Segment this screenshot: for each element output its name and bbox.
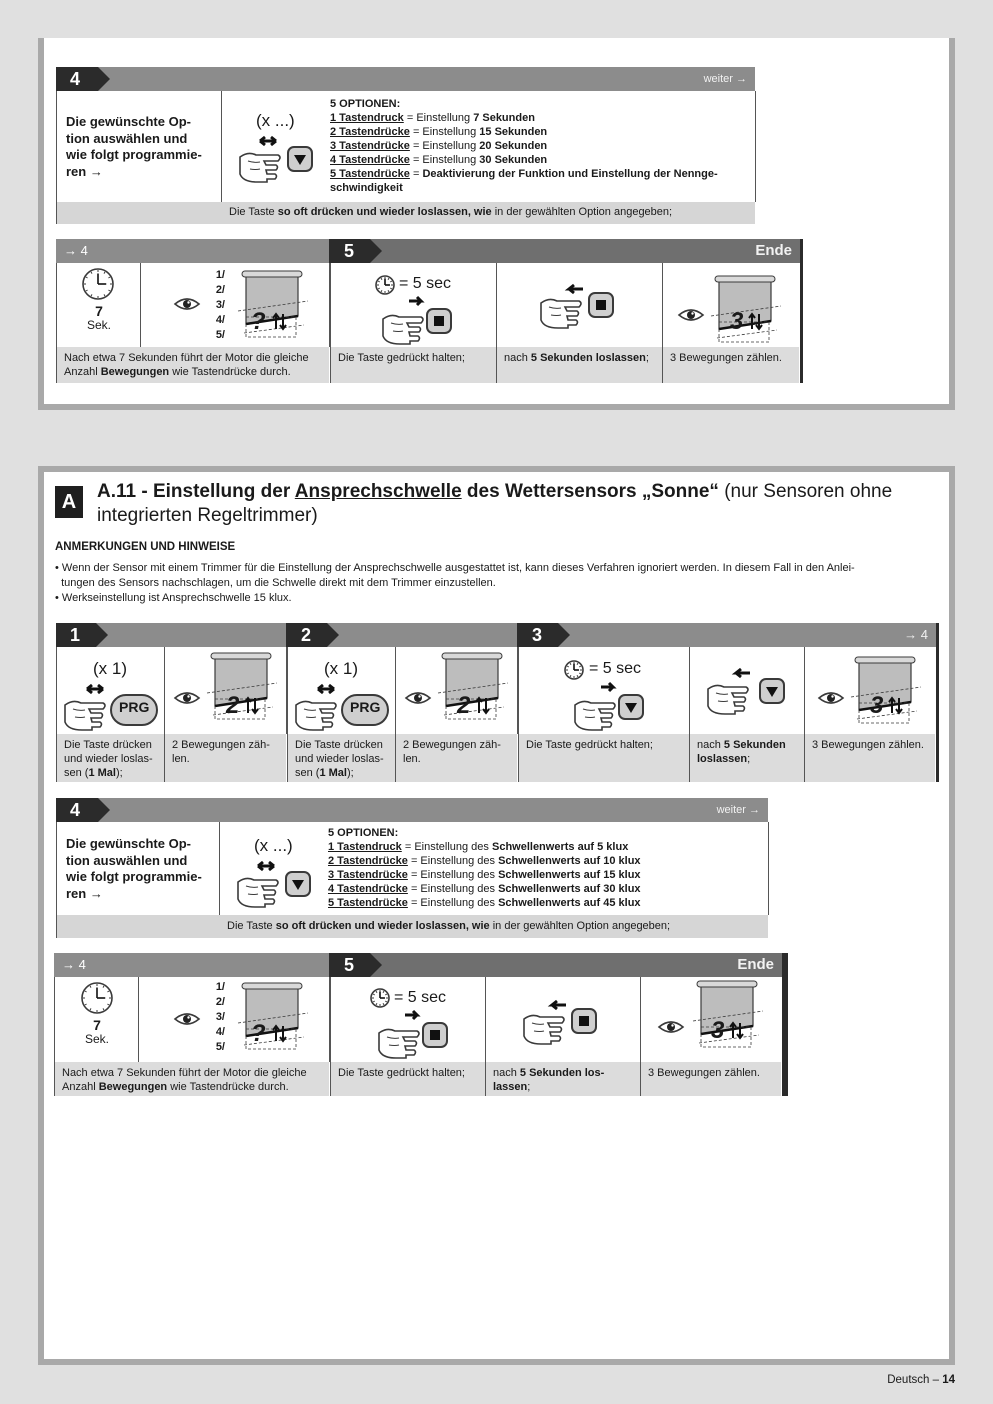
count-item: 2/ [215,996,225,1008]
caption-post: ); [346,767,354,779]
arrow-4-label: → 4 [904,627,928,642]
hold-cell [330,263,497,347]
right-rule [800,239,803,383]
option-value: Schwellenwerts auf 10 klux [498,855,641,867]
press-count-label: (x 1) [93,659,127,678]
option-value: 20 Sekunden [479,140,548,152]
count-item: 4/ [215,1026,225,1038]
caption-post: ; [645,352,649,364]
hand-press-stop-icon [383,299,455,339]
seconds-number: 7 [93,1017,101,1033]
instruction-text: Die gewünschte Op- tion auswählen und wie folgt programmie- ren → [66,114,202,179]
arrow-4-header [56,239,330,263]
count-item: 4/ [215,314,225,326]
option-row [328,882,758,896]
options-rows [328,840,758,910]
caption-bold: 5 Sekunden loslassen [697,739,786,765]
caption-count: 3 Bewegungen zählen. [662,347,800,383]
step-number: 4 [56,798,98,822]
option-eq: = Einstellung [409,126,480,138]
caption-post: ; [527,1081,531,1093]
caption-pre: Die Taste drücken und wieder loslas- sen ( [64,739,153,779]
options-list [330,97,750,195]
count-list [205,268,225,343]
option-press: 2 Tastendrücke [328,855,408,867]
notes-heading: ANMERKUNGEN UND HINWEISE [55,541,236,553]
caption-press [287,734,396,782]
page-footer [887,1374,955,1386]
press-prg-cell [56,647,165,734]
footer-post: in der gewählten Option angegeben; [489,920,671,932]
seconds-label: Sek. [84,1032,109,1046]
caption-release [689,734,805,782]
option-eq: = [409,168,423,180]
sec-label: = 5 sec [589,660,642,677]
footer-language: Deutsch – [887,1374,943,1386]
up-down-arrows-icon [272,311,288,331]
option-press: 5 Tastendrücke [328,897,408,909]
count-item: 1/ [215,269,225,281]
caption-motor [54,1062,330,1096]
sec-label: = 5 sec [394,989,447,1006]
options-rows [330,111,750,195]
option-press: 4 Tastendrücke [328,883,408,895]
option-row [328,868,758,882]
clock-cell [54,977,139,1062]
count-three-cell [662,263,800,347]
caption-press [56,734,165,782]
count-three-cell [640,977,782,1062]
count-item: 2/ [215,284,225,296]
step-1-header [56,623,286,647]
up-down-arrows-icon [888,695,904,715]
hand-press-down-icon [236,860,316,904]
caption-hold: Die Taste gedrückt halten; [330,347,497,383]
arrow-4-header [54,953,330,977]
option-value: Schwellenwerts auf 5 klux [491,841,629,853]
clock-cell [56,263,141,347]
caption-post: ); [115,767,123,779]
release-cell [689,647,805,734]
caption-pre: Die Taste drücken und wieder loslas- sen ( [295,739,384,779]
options-title: 5 OPTIONEN: [328,827,399,839]
option-press: 3 Tastendrücke [330,140,410,152]
option-value: 7 Sekunden [473,112,535,124]
step-number: 4 [56,67,98,91]
three-count: 3 [730,308,744,335]
unknown-count: ? [251,1020,266,1047]
option-value: 15 Sekunden [479,126,548,138]
option-eq: = Einstellung des [407,869,499,881]
count-item: 5/ [215,329,225,341]
section-title [97,480,942,528]
motor-count-cell [140,263,330,347]
option-press: 3 Tastendrücke [328,869,408,881]
eye-icon [173,295,201,313]
options-cell [221,91,756,202]
option-press: 2 Tastendrücke [330,126,410,138]
option-row [328,840,758,854]
option-value: 30 Sekunden [479,154,548,166]
footer-bold: so oft drücken und wieder loslassen, wie [275,920,490,932]
option-press: 5 Tastendrücke [330,168,410,180]
title-underlined: Ansprechschwelle [294,481,462,502]
option-row [330,125,750,139]
step-4-header [56,67,755,91]
prg-label: PRG [350,699,381,715]
press-count-label: (x ...) [256,111,295,130]
step-3-header [518,623,936,647]
caption-post: wie Tastendrücke durch. [169,366,291,378]
release-cell [485,977,641,1062]
title-rest: (nur Sensoren ohne integrierten Regeltrimmer) [97,481,893,526]
option-value: Deaktivierung der Funktion und Einstellung der Nennge- schwindigkeit [330,168,718,194]
right-rule [936,623,939,782]
caption-motor [56,347,330,383]
caption-bold: 5 Sekunden loslassen [530,352,646,364]
ende-label: Ende [737,956,774,973]
options-list [328,826,758,910]
instruction-text: Die gewünschte Op- tion auswählen und wie folgt programmie- ren → [66,836,202,901]
step-5-header [330,239,800,263]
eye-icon [657,1018,685,1036]
option-eq: = Einstellung des [407,883,499,895]
count-two-cell [164,647,287,734]
eye-icon [404,689,432,707]
note-1: • Wenn der Sensor mit einem Trimmer für die Einstellung der Ansprechschwelle ausgestattet ist, kann dieses Verfahren ignoriert werden. In diesem Fall in den Anlei- tungen des Sensors nachschlagen, um die Schwelle direkt mit dem Trimmer einzustellen. [55,562,855,589]
options-title: 5 OPTIONEN: [330,98,401,110]
option-row [328,896,758,910]
count-list [205,980,225,1055]
caption-post: wie Tastendrücke durch. [167,1081,289,1093]
step-5-header [330,953,782,977]
count-item: 3/ [215,1011,225,1023]
section-badge: A [55,486,83,518]
caption-bold: 5 Sekunden los- lassen [493,1067,605,1093]
up-down-arrows-icon [475,695,491,715]
clock-icon [81,267,115,301]
caption-count: 3 Bewegungen zählen. [804,734,936,782]
caption-count: 3 Bewegungen zählen. [640,1062,782,1096]
caption-pre: nach [504,352,531,364]
up-down-arrows-icon [244,695,260,715]
caption-post: ; [747,753,751,765]
instruction-cell [56,91,222,202]
title-part: A.11 - Einstellung der [97,481,295,502]
count-two-cell [395,647,518,734]
unknown-count: ? [251,308,266,335]
caption-bold: Bewegungen [98,1081,168,1093]
blind-icon [438,653,510,719]
hand-release-stop-icon [524,1001,596,1041]
step-4-header [56,798,768,822]
count-item: 3/ [215,299,225,311]
footer-pre: Die Taste [227,920,276,932]
caption-bold: 1 Mal [319,767,347,779]
prg-label: PRG [119,699,150,715]
weiter-label: weiter → [716,804,760,816]
three-count: 3 [711,1017,725,1044]
option-value: Schwellenwerts auf 45 klux [498,897,641,909]
option-row [330,139,750,153]
hand-press-down-icon [238,135,318,179]
caption-hold: Die Taste gedrückt halten; [518,734,690,782]
caption-two: 2 Bewegungen zäh- len. [395,734,518,782]
hold-cell [518,647,690,734]
release-cell [496,263,663,347]
right-rule [782,953,788,1096]
option-eq: = Einstellung des [407,897,499,909]
footer-post: in der gewählten Option angegeben; [491,206,673,218]
option-press: 4 Tastendrücke [330,154,410,166]
step-number: 5 [330,953,370,977]
clock-icon [374,274,396,296]
step-number: 2 [287,623,327,647]
caption-bold: Bewegungen [100,366,170,378]
blind-icon [207,653,279,719]
caption-bold: 1 Mal [88,767,116,779]
up-down-arrows-icon [272,1023,288,1043]
step-number: 1 [56,623,96,647]
step-2-header [287,623,517,647]
option-press: 1 Tastendruck [330,112,404,124]
clock-icon [563,659,585,681]
hand-release-stop-icon [541,285,613,325]
hand-release-down-icon [708,669,788,709]
caption-hold: Die Taste gedrückt halten; [330,1062,486,1096]
eye-icon [173,689,201,707]
footer-pre: Die Taste [229,206,278,218]
option-eq: = Einstellung [403,112,474,124]
press-prg-cell [287,647,396,734]
caption-pre: nach [493,1067,520,1079]
option-row [328,854,758,868]
eye-icon [173,1010,201,1028]
step-number: 5 [330,239,370,263]
instruction-cell [56,822,220,915]
option-eq: = Einstellung [409,154,480,166]
step-4-footer [56,202,756,224]
hold-cell [330,977,486,1062]
option-row [330,111,750,125]
step-4-footer [56,915,769,938]
option-press: 1 Tastendruck [328,841,402,853]
option-eq: = Einstellung des [401,841,492,853]
seconds-label: Sek. [86,318,111,332]
arrow-4-label: → 4 [62,957,86,972]
hand-press-down-icon [575,685,647,725]
weiter-label: weiter → [703,73,747,85]
caption-pre: Nach etwa 7 Sekunden führt der Motor die gleiche Anzahl [62,1067,307,1093]
count-item: 1/ [215,981,225,993]
option-eq: = Einstellung [409,140,480,152]
options-cell [219,822,769,915]
up-down-arrows-icon [748,311,764,331]
up-down-arrows-icon [729,1020,745,1040]
option-value: Schwellenwerts auf 15 klux [498,869,641,881]
blind-icon [851,657,923,723]
note-2: • Werkseinstellung ist Ansprechschwelle 15 klux. [55,592,292,604]
caption-release [496,347,663,383]
option-row [330,167,750,195]
eye-icon [677,306,705,324]
eye-icon [817,689,845,707]
count-item: 5/ [215,1041,225,1053]
three-count: 3 [870,692,884,719]
caption-release [485,1062,641,1096]
two-count: 2 [226,692,240,719]
page-number: 14 [942,1374,955,1386]
ende-label: Ende [755,242,792,259]
footer-bold: so oft drücken und wieder loslassen, wie [277,206,492,218]
caption-pre: nach [697,739,724,751]
step-number: 3 [518,623,558,647]
sec-text: = 5 sec [399,275,452,292]
press-count-label: (x 1) [324,659,358,678]
option-value: Schwellenwerts auf 30 klux [498,883,641,895]
count-three-cell [804,647,936,734]
caption-two: 2 Bewegungen zäh- len. [164,734,287,782]
sec-label [399,275,451,293]
press-count-label: (x ...) [254,836,293,855]
title-part: des Wettersensors „Sonne“ [461,481,719,502]
caption-pre: Nach etwa 7 Sekunden führt der Motor die gleiche Anzahl [64,352,309,378]
blind-icon [711,276,783,342]
clock-icon [369,987,391,1009]
option-eq: = Einstellung des [407,855,499,867]
hand-press-stop-icon [379,1013,451,1053]
two-count: 2 [457,692,471,719]
clock-icon [80,981,114,1015]
arrow-4-label: → 4 [64,243,88,258]
seconds-number: 7 [95,303,103,319]
motor-count-cell [138,977,330,1062]
option-row [330,153,750,167]
